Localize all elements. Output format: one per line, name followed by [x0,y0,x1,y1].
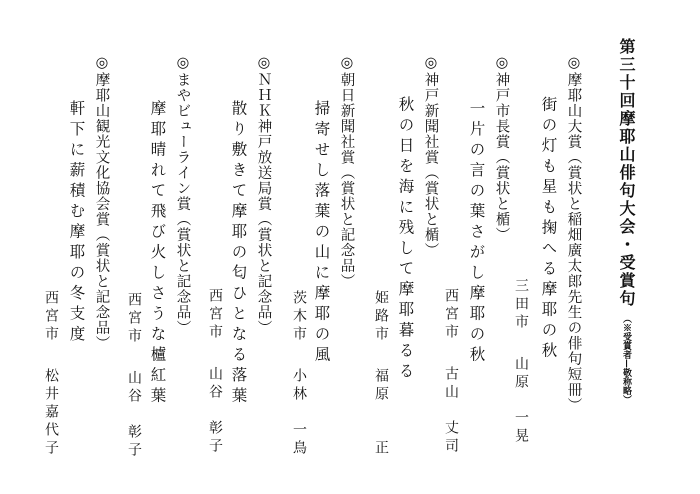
author-name: 小林 一鳥 [291,368,307,458]
document-title [618,38,634,404]
author-city: 西宮市 [126,292,142,346]
author-city: 西宮市 [207,288,223,342]
award-title: まやビューライン賞（賞状と記念品） [174,72,191,336]
author-credit [292,290,306,458]
award-name [339,54,354,289]
author-name: 福原 正 [373,368,389,458]
author-name: 山谷 彰子 [207,366,223,456]
haiku-text: 秋の日を海に残して摩耶暮るる [396,96,415,383]
double-circle-mark-icon: ◎ [565,54,583,72]
double-circle-mark-icon: ◎ [174,54,192,72]
double-circle-mark-icon: ◎ [93,54,111,72]
haiku-text: 散り敷きて摩耶の匂ひとなる落葉 [229,100,248,408]
award-name [423,54,438,258]
author-name: 山原 一晃 [513,356,529,446]
author-credit [514,278,528,446]
haiku-text: 掃寄せし落葉の山に摩耶の風 [312,100,331,367]
author-city: 西宮市 [43,290,59,344]
double-circle-mark-icon: ◎ [422,54,440,72]
author-city: 三田市 [513,278,529,332]
author-city: 西宮市 [443,288,459,342]
author-name: 松井嘉代子 [43,368,59,458]
award-title: 神戸新聞社賞（賞状と楯） [422,72,439,258]
haiku-text: 一片の言の葉さがし摩耶の秋 [467,100,486,367]
double-circle-mark-icon: ◎ [338,54,356,72]
haiku-text: 軒下に薪積む摩耶の冬支度 [67,100,86,346]
double-circle-mark-icon: ◎ [493,54,511,72]
award-name [566,54,581,413]
author-credit [444,288,458,456]
author-credit [208,288,222,456]
award-title: 摩耶山観光文化協会賞（賞状と記念品） [93,72,110,351]
award-name [256,54,271,336]
award-title: 摩耶山大賞（賞状と稲畑廣太郎先生の俳句短冊） [565,72,582,413]
author-credit [44,290,58,458]
haiku-text: 街の灯も星も掬へる摩耶の秋 [539,96,558,363]
author-city: 茨木市 [291,290,307,344]
award-name [494,54,509,243]
author-credit [374,290,388,458]
award-name [175,54,190,336]
honorific-note: （※受賞者—敬称略） [621,314,631,404]
author-credit [127,292,141,460]
award-title: ＮＨＫ神戸放送局賞（賞状と記念品） [255,72,272,336]
author-name: 古山 丈司 [443,366,459,456]
award-title: 朝日新聞社賞（賞状と記念品） [338,72,355,289]
double-circle-mark-icon: ◎ [255,54,273,72]
author-name: 山谷 彰子 [126,370,142,460]
award-title: 神戸市長賞（賞状と楯） [493,72,510,243]
title-text: 第三十回摩耶山俳句大会・受賞句 [617,38,636,308]
haiku-text: 摩耶晴れて飛び火しさうな櫨紅葉 [148,100,167,408]
author-city: 姫路市 [373,290,389,344]
award-name [94,54,109,351]
